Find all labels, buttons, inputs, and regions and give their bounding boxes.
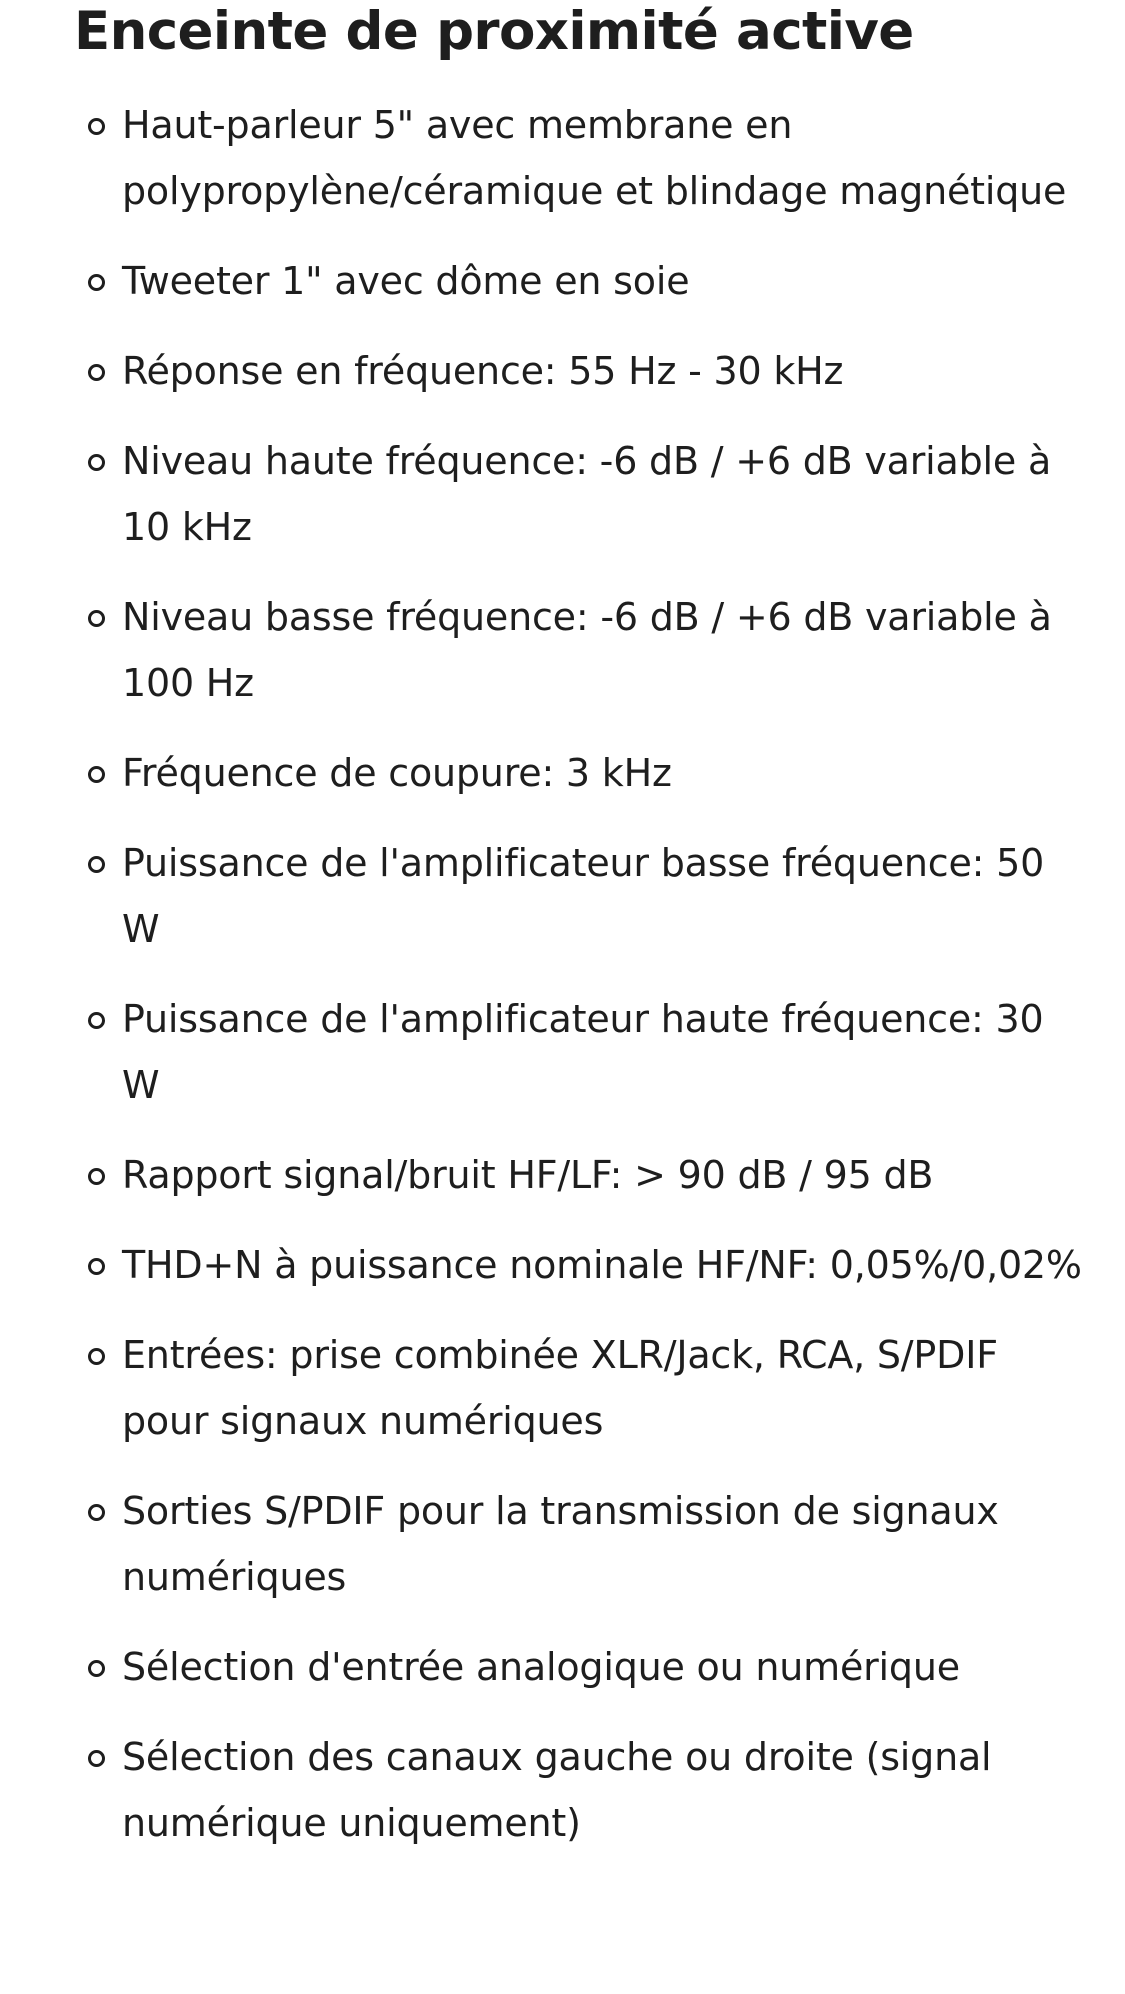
bullet-icon (88, 454, 105, 471)
bullet-icon (88, 1504, 105, 1521)
spec-list-item (74, 338, 1084, 404)
bullet-icon (88, 1348, 105, 1365)
spec-list-item (74, 1478, 1084, 1610)
spec-list-item (74, 740, 1084, 806)
spec-text: Sélection des canaux gauche ou droite (signal numérique uniquement) (122, 1735, 992, 1845)
spec-text: Réponse en fréquence: 55 Hz - 30 kHz (122, 349, 844, 393)
spec-text: Tweeter 1" avec dôme en soie (122, 259, 690, 303)
spec-text: Haut-parleur 5" avec membrane en polypropylène/céramique et blindage magnétique (122, 103, 1067, 213)
spec-list-item (74, 1724, 1084, 1856)
spec-section (74, 0, 1084, 1880)
spec-text: Niveau basse fréquence: -6 dB / +6 dB variable à 100 Hz (122, 595, 1052, 705)
bullet-icon (88, 1750, 105, 1767)
spec-list-item (74, 1232, 1084, 1298)
bullet-icon (88, 856, 105, 873)
bullet-icon (88, 364, 105, 381)
spec-text: Sorties S/PDIF pour la transmission de signaux numériques (122, 1489, 999, 1599)
bullet-icon (88, 118, 105, 135)
spec-text: Puissance de l'amplificateur basse fréquence: 50 W (122, 841, 1045, 951)
bullet-icon (88, 1012, 105, 1029)
spec-list-item (74, 830, 1084, 962)
spec-text: Entrées: prise combinée XLR/Jack, RCA, S/PDIF pour signaux numériques (122, 1333, 998, 1443)
spec-text: THD+N à puissance nominale HF/NF: 0,05%/0,02% (122, 1243, 1082, 1287)
section-title: Enceinte de proximité active (74, 1, 914, 62)
bullet-icon (88, 274, 105, 291)
spec-text: Puissance de l'amplificateur haute fréquence: 30 W (122, 997, 1044, 1107)
spec-list-item (74, 428, 1084, 560)
spec-list-item (74, 1142, 1084, 1208)
spec-text: Rapport signal/bruit HF/LF: > 90 dB / 95 dB (122, 1153, 934, 1197)
bullet-icon (88, 1660, 105, 1677)
spec-list (74, 92, 1084, 1856)
spec-list-item (74, 584, 1084, 716)
spec-text: Sélection d'entrée analogique ou numérique (122, 1645, 960, 1689)
spec-list-item (74, 1634, 1084, 1700)
bullet-icon (88, 610, 105, 627)
spec-list-item (74, 248, 1084, 314)
bullet-icon (88, 766, 105, 783)
spec-list-item (74, 92, 1084, 224)
spec-list-item (74, 1322, 1084, 1454)
spec-list-item (74, 986, 1084, 1118)
spec-text: Fréquence de coupure: 3 kHz (122, 751, 672, 795)
spec-text: Niveau haute fréquence: -6 dB / +6 dB variable à 10 kHz (122, 439, 1052, 549)
bullet-icon (88, 1168, 105, 1185)
bullet-icon (88, 1258, 105, 1275)
